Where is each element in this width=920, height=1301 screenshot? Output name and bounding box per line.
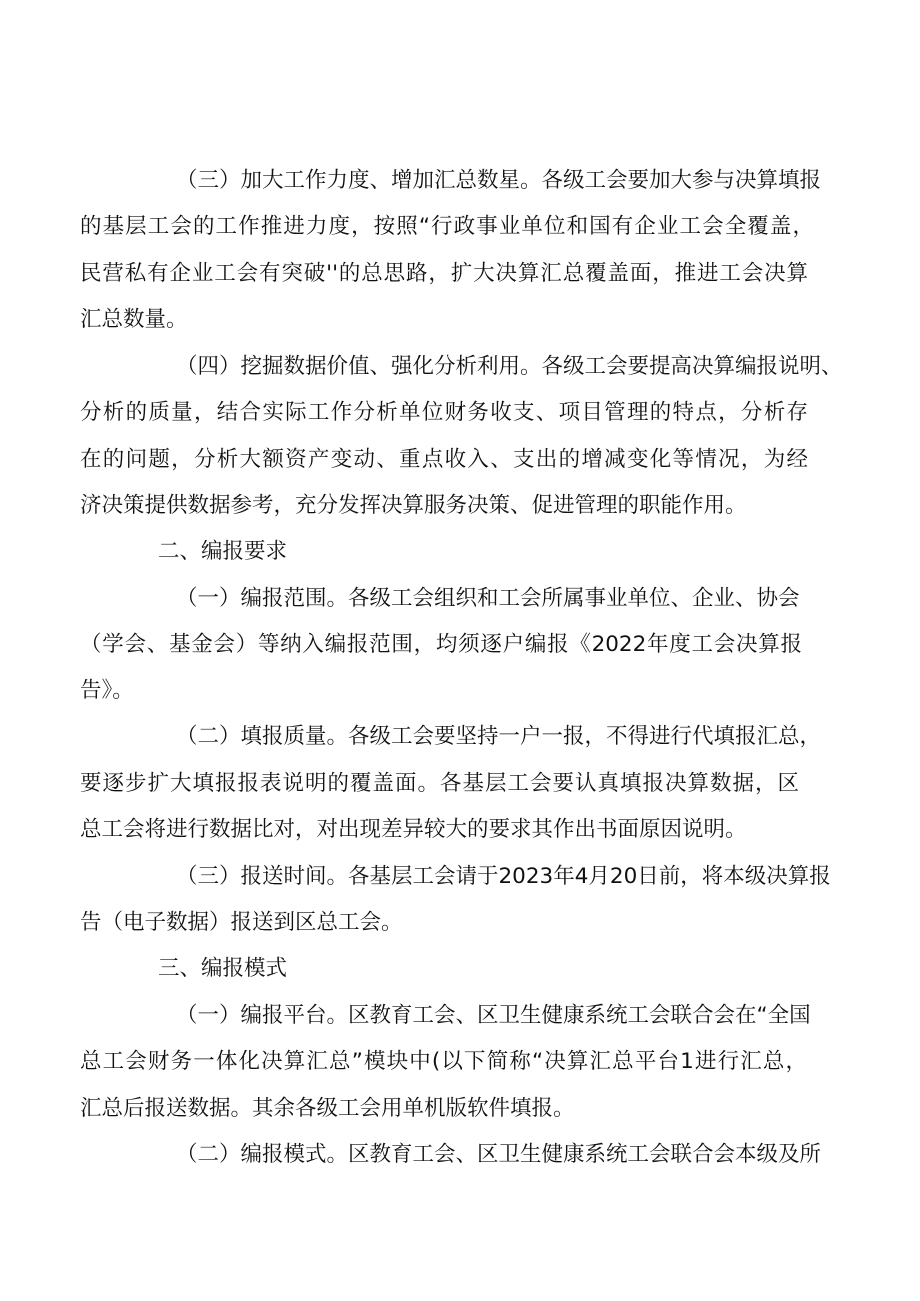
text-line-content: 汇总数量。 — [80, 307, 188, 332]
text-line — [176, 1132, 822, 1178]
text-line-content: 在的问题，分析大额资产变动、重点收入、支出的增减变化等情况，为经 — [80, 447, 808, 472]
text-line — [80, 761, 799, 807]
text-line — [80, 297, 188, 343]
text-line — [176, 576, 800, 622]
text-line-content: 民营私有企业工会有突破''的总思路，扩大决算汇总覆盖面，推进工会决算 — [80, 261, 808, 286]
section-heading — [158, 529, 287, 575]
text-line — [80, 483, 747, 529]
section-heading-text: 二、编报要求 — [158, 539, 288, 564]
text-line-content: （一）编报范围。各级工会组织和工会所属事业单位、企业、协会 — [176, 586, 800, 611]
text-line-content: （三）加大工作力度、增加汇总数星。各级工会要加大参与决算填报 — [176, 168, 822, 193]
text-line — [176, 344, 843, 390]
text-line — [80, 1039, 807, 1085]
text-line — [176, 993, 809, 1039]
text-line-content: 告》。 — [80, 678, 134, 703]
text-line — [80, 204, 814, 250]
text-line — [176, 158, 822, 204]
text-line — [80, 622, 802, 668]
text-line — [80, 1086, 575, 1132]
text-line — [80, 900, 403, 946]
section-heading-text: 三、编报模式 — [158, 956, 288, 981]
text-line — [80, 668, 134, 714]
text-line-content: （一）编报平台。区教育工会、区卫生健康系统工会联合会在“全国 — [176, 1003, 811, 1028]
text-line — [176, 854, 831, 900]
text-line — [80, 437, 808, 483]
text-line — [80, 807, 747, 853]
text-line-content: 总工会将进行数据比对，对出现差异较大的要求其作出书面原因说明。 — [80, 817, 747, 842]
text-line-content: （二）编报模式。区教育工会、区卫生健康系统工会联合会本级及所 — [176, 1142, 822, 1167]
text-line-content: （三）报送时间。各基层工会请于2023年4月20日前，将本级决算报 — [176, 864, 831, 889]
text-line-content: 分析的质量，结合实际工作分析单位财务收支、项目管理的特点，分析存 — [80, 400, 808, 425]
text-line — [80, 251, 808, 297]
text-line — [176, 714, 822, 760]
text-line — [80, 390, 808, 436]
text-line-content: （四）挖掘数据价值、强化分析利用。各级工会要提高决算编报说明、 — [176, 354, 843, 379]
text-line-content: （二）填报质量。各级工会要坚持一户一报，不得进行代填报汇总， — [176, 724, 822, 749]
text-line-content: 济决策提供数据参考，充分发挥决算服务决策、促进管理的职能作用。 — [80, 493, 747, 518]
text-line-content: （学会、基金会）等纳入编报范围，均须逐户编报《2022年度工会决算报 — [80, 632, 802, 657]
text-line-content: 总工会财务一体化决算汇总”模块中(以下简称“决算汇总平台1进行汇总， — [80, 1049, 807, 1074]
text-line-content: 告（电子数据）报送到区总工会。 — [80, 910, 403, 935]
text-line-content: 汇总后报送数据。其余各级工会用单机版软件填报。 — [80, 1096, 575, 1121]
text-line-content: 的基层工会的工作推进力度，按照“行政事业单位和国有企业工会全覆盖， — [80, 214, 814, 239]
section-heading — [158, 946, 287, 992]
text-line-content: 要逐步扩大填报报表说明的覆盖面。各基层工会要认真填报决算数据，区 — [80, 771, 799, 796]
